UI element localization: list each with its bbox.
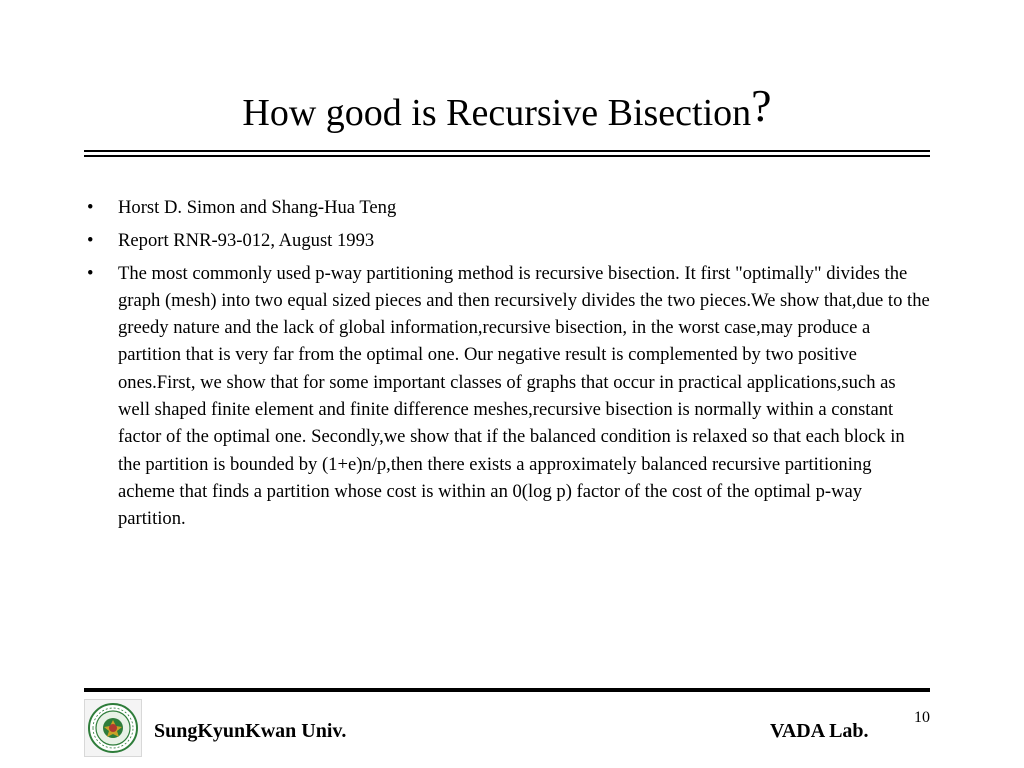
bullet-text: Report RNR-93-012, August 1993 bbox=[118, 229, 375, 251]
bullet-dot: • bbox=[87, 229, 94, 251]
bullet-list bbox=[84, 194, 934, 538]
page-number: 10 bbox=[914, 709, 930, 726]
footer-university-name: SungKyunKwan Univ. bbox=[154, 720, 347, 742]
bullet-text: Horst D. Simon and Shang-Hua Teng bbox=[118, 197, 397, 218]
bullet-dot: • bbox=[87, 197, 94, 218]
footer-lab-name: VADA Lab. bbox=[770, 720, 869, 742]
bullet-dot: • bbox=[87, 262, 94, 284]
slide-title-question-mark: ? bbox=[751, 80, 772, 131]
bullet-item-report bbox=[84, 227, 934, 254]
bullet-item-authors bbox=[84, 194, 934, 221]
title-double-rule bbox=[84, 150, 930, 157]
bullet-text: The most commonly used p-way partitioning method is recursive bisection. It first "optimally" divides the graph (mesh) into two equal sized pieces and then recursively divides the two pieces.We show that,due to the greedy nature and the lack of global information,recursive bisection, in the worst case,may produce a partition that is very far from the optimal one. Our negative result is complemented by two positive ones.First, we show that for some important classes of graphs that occur in practical applications,such as well shaped finite element and finite difference meshes,recursive bisection is normally within a constant factor of the optimal one. Secondly,we show that if the balanced condition is relaxed so that each block in the partition is bounded by (1+e)n/p,then there exists a approximately balanced recursive partitioning acheme that finds a partition whose cost is within an 0(log p) factor of the cost of the optimal p-way partition. bbox=[118, 262, 930, 530]
footer-rule bbox=[84, 688, 930, 692]
university-seal-icon bbox=[84, 699, 142, 757]
slide-title bbox=[84, 82, 930, 137]
bullet-item-abstract bbox=[84, 260, 934, 533]
slide-title-text: How good is Recursive Bisection bbox=[242, 92, 752, 134]
